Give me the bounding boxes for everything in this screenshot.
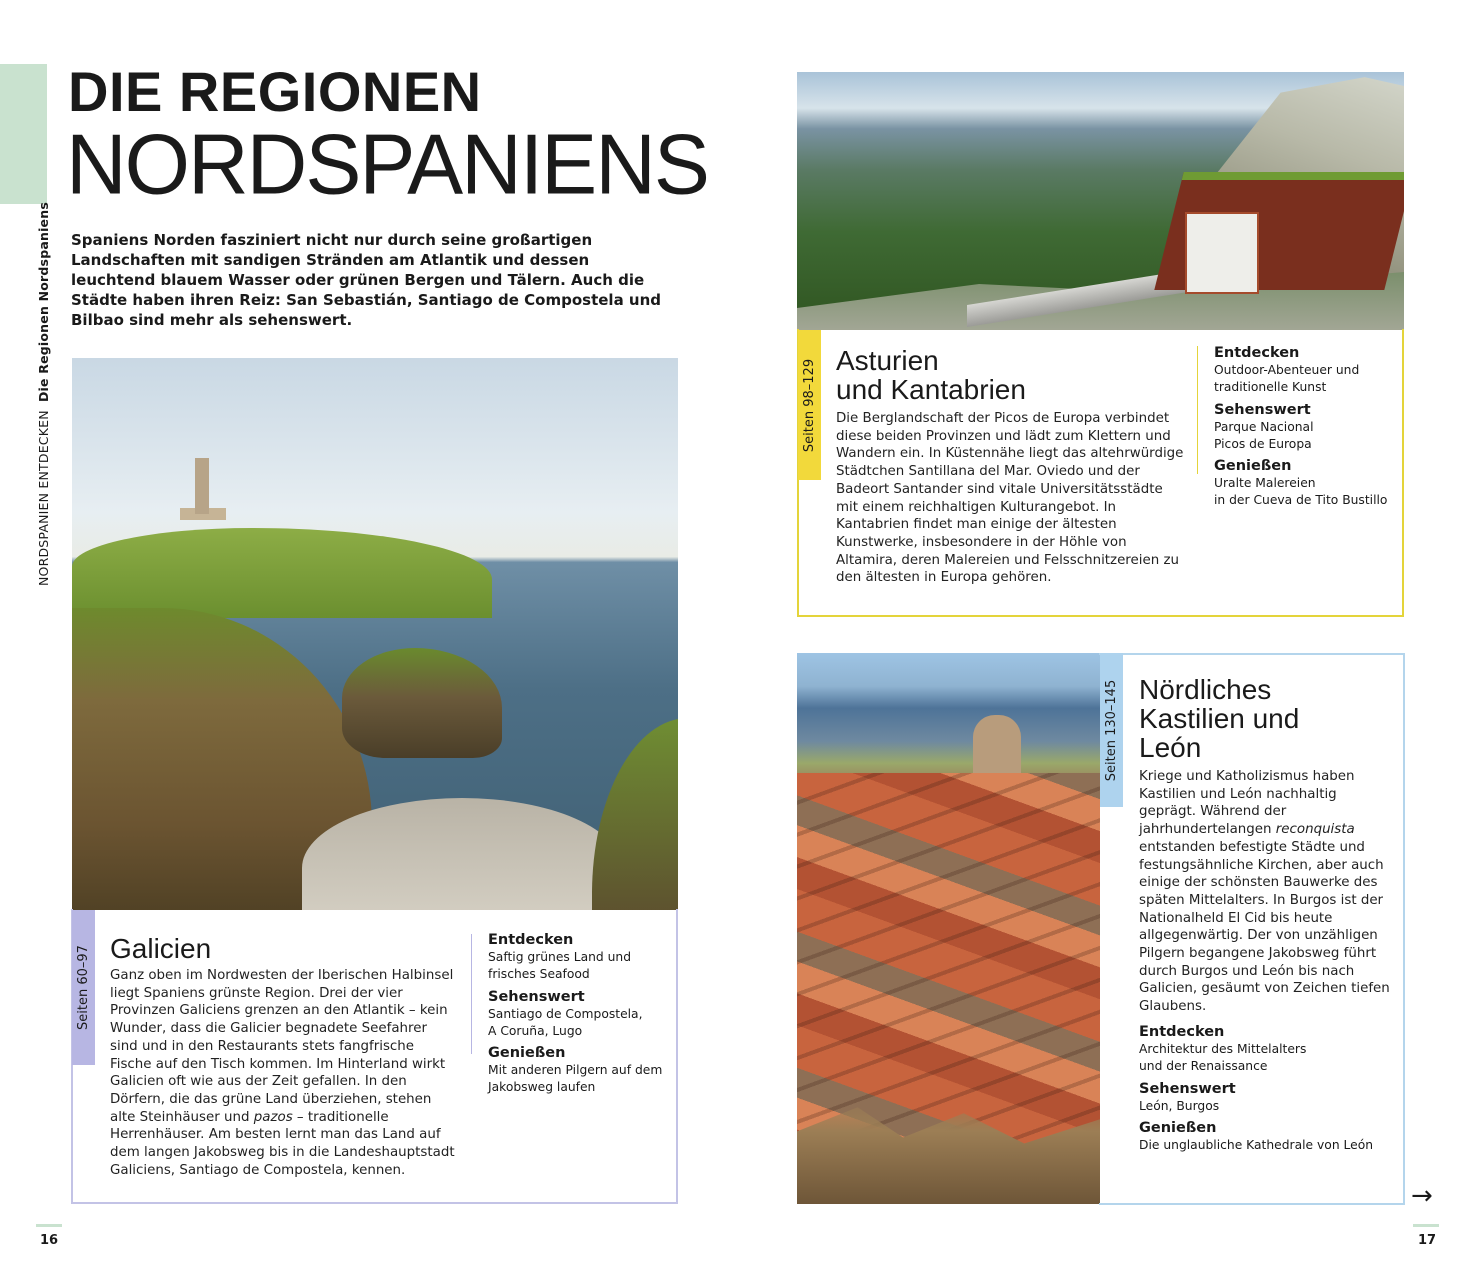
- fact-label: Genießen: [1214, 458, 1292, 475]
- fact-label: Entdecken: [488, 932, 574, 948]
- fact-value: Santiago de Compostela, A Coruña, Lugo: [488, 1006, 643, 1038]
- castile-pages-tab: [1100, 653, 1123, 807]
- running-head-book: NORDSPANIEN ENTDECKEN: [36, 410, 51, 586]
- castile-text-emphasis: reconquista: [1275, 822, 1355, 838]
- photo-hill: [72, 528, 492, 618]
- asturias-facts: [1214, 344, 1394, 514]
- fact-label: Sehenswert: [1214, 401, 1311, 418]
- fact-label: Entdecken: [1214, 345, 1300, 361]
- castile-text-part-1: Kriege und Katholizismus haben Kastilien und León nachhaltig geprägt. Während der jahrhundertelangen: [1139, 769, 1355, 838]
- page-number-right: 17: [1418, 1233, 1437, 1248]
- galicia-facts: [488, 931, 668, 1101]
- castile-title-line-3: León: [1139, 732, 1202, 763]
- next-page-arrow-icon[interactable]: →: [1411, 1181, 1433, 1211]
- fact-label: Sehenswert: [488, 988, 585, 1005]
- fact-value: Architektur des Mittelalters und der Renaissance: [1139, 1042, 1307, 1074]
- asturias-photo: [797, 72, 1404, 330]
- running-head: [36, 202, 51, 586]
- fact-value: Saftig grünes Land und frisches Seafood: [488, 950, 632, 982]
- fact-value: León, Burgos: [1139, 1098, 1220, 1113]
- headline-line-1: DIE REGIONEN: [68, 60, 482, 123]
- galicia-divider: [471, 934, 472, 1054]
- castile-title-line-1: Nördliches: [1139, 674, 1272, 705]
- chapter-color-tab: [0, 64, 47, 204]
- headline-line-2: NORDSPANIENS: [66, 116, 708, 212]
- photo-rock: [342, 648, 502, 758]
- galicia-text-part-1: Ganz oben im Nordwesten der Iberischen Halbinsel liegt Spaniens grünste Region. Drei der vier Provinzen Galiciens grenzen an den Atlantik – kein Wunder, dass die Galicier begnadete Seefahrer sind und in den Restaurants stets fangfrische Fische auf den Tisch kommen. Im Hinterland wirkt Galicien oft wie aus der Zeit gefallen. In den Dörfern, die das grüne Land überziehen, stehen alte Steinhäuser und: [110, 968, 454, 1125]
- asturias-title-line-2: und Kantabrien: [836, 374, 1026, 405]
- galicia-pages-tab: [72, 910, 95, 1065]
- fact-label: Entdecken: [1139, 1024, 1225, 1040]
- photo-lighthouse: [195, 458, 209, 514]
- castile-pages: Seiten 130–145: [1104, 679, 1119, 781]
- fact-value: Outdoor-Abenteuer und traditionelle Kunst: [1214, 363, 1360, 395]
- asturias-title-line-1: Asturien: [836, 345, 939, 376]
- fact-value: Parque Nacional Picos de Europa: [1214, 419, 1314, 451]
- galicia-text-emphasis: pazos: [253, 1109, 293, 1125]
- castile-text: [1139, 768, 1397, 1016]
- galicia-pages: Seiten 60–97: [76, 945, 92, 1030]
- page-number-left: 16: [40, 1233, 59, 1248]
- running-head-chapter: Die Regionen Nordspaniens: [36, 202, 51, 403]
- castile-title-line-2: Kastilien und: [1139, 703, 1300, 734]
- asturias-pages: Seiten 98–129: [802, 358, 817, 452]
- galicia-photo: [72, 358, 678, 910]
- folio-bar-right: [1413, 1224, 1439, 1227]
- fact-value: Uralte Malereien in der Cueva de Tito Bustillo: [1214, 476, 1388, 508]
- castile-title: [1139, 675, 1299, 762]
- fact-label: Genießen: [1139, 1119, 1217, 1136]
- intro-paragraph: Spaniens Norden fasziniert nicht nur durch seine großartigen Landschaften mit sandigen Stränden am Atlantik und dessen leuchtend blauem Wasser oder grünen Bergen und Tälern. Auch die Städte haben ihren Reiz: San Sebastián, Santiago de Compostela und Bilbao sind mehr als sehenswert.: [71, 231, 662, 329]
- fact-value: Mit anderen Pilgern auf dem Jakobsweg laufen: [488, 1063, 663, 1095]
- fact-label: Sehenswert: [1139, 1080, 1236, 1097]
- galicia-text-part-2: – traditionelle Herrenhäuser. Am besten lernt man das Land auf dem langen Jakobsweg bis in die Landeshauptstadt Galiciens, Santiago de Compostela, kennen.: [110, 1109, 455, 1178]
- photo-cliff-right: [592, 718, 678, 910]
- asturias-divider: [1197, 346, 1198, 474]
- folio-bar-left: [36, 1224, 62, 1227]
- asturias-pages-tab: [798, 330, 821, 480]
- fact-label: Genießen: [488, 1045, 566, 1062]
- galicia-text: [110, 967, 455, 1179]
- fact-value: Die unglaubliche Kathedrale von León: [1139, 1137, 1374, 1152]
- castile-photo: [797, 653, 1100, 1204]
- asturias-text: Die Berglandschaft der Picos de Europa verbindet diese beiden Provinzen und lädt zum Klettern und Wandern ein. In Küstennähe liegt das altehrwürdige Städtchen Santillana del Mar. Oviedo und der Badeort Santander sind vitale Universitätsstädte mit einem reichhaltigen Kulturangebot. In Kantabrien findet man einige der ältesten Kunstwerke, insbesondere in der Höhle von Altamira, deren Malereien und Felsschnitzereien zu den ältesten in Europa gehören.: [836, 411, 1184, 586]
- asturias-title: [836, 346, 1026, 404]
- photo-hut-front: [1185, 212, 1259, 294]
- galicia-title: Galicien: [110, 933, 212, 964]
- castile-text-part-2: entstanden befestigte Städte und festungsähnliche Kirchen, aber auch einige der schönsten Bauwerke des späten Mittelalters. In Burgos ist der Nationalheld El Cid bis heute allgegenwärtig. Der von unzähligen Pilgern begangene Jakobsweg führt durch Burgos und León bis nach Galicien, gesäumt von Zeichen tiefen Glaubens.: [1139, 839, 1390, 1015]
- castile-facts: [1139, 1023, 1397, 1158]
